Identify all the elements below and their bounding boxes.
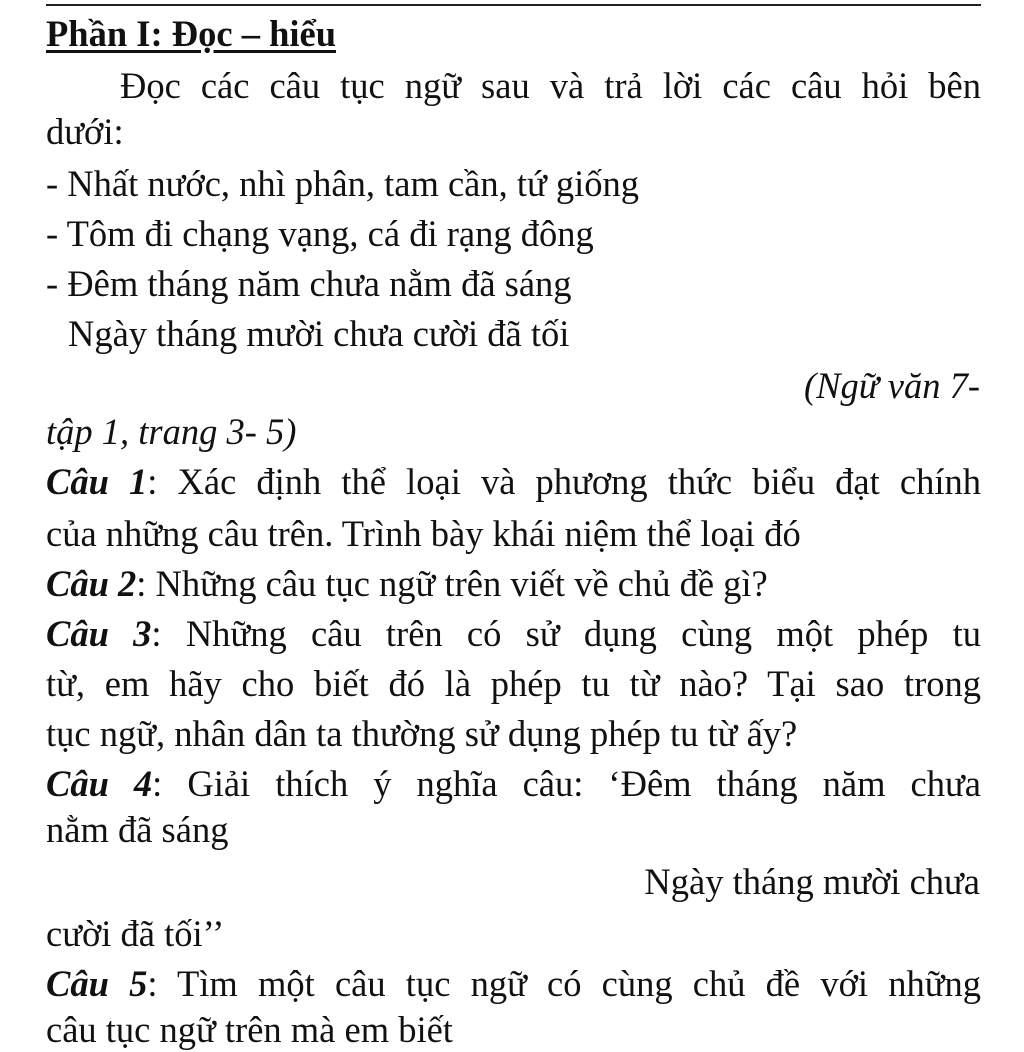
question-2-text: : Những câu tục ngữ trên viết về chủ đề gì? — [136, 563, 768, 604]
question-5-label: Câu 5 — [46, 963, 148, 1004]
question-5-line-2: câu tục ngữ trên mà em biết — [46, 1009, 453, 1050]
proverb-3-continued: Ngày tháng mười chưa cười đã tối — [68, 313, 570, 354]
question-4-line-3: Ngày tháng mười chưa — [644, 861, 980, 902]
source-line-2: tập 1, trang 3- 5) — [46, 411, 297, 452]
question-4 — [46, 762, 981, 806]
question-1-line-2: của những câu trên. Trình bày khái niệm thể loại đó — [46, 513, 801, 554]
question-2 — [46, 562, 768, 606]
question-5-text: : Tìm một câu tục ngữ có cùng chủ đề với những — [147, 963, 981, 1004]
question-1-label: Câu 1 — [46, 461, 148, 502]
proverb-3: - Đêm tháng năm chưa nằm đã sáng — [46, 263, 572, 304]
question-5 — [46, 962, 981, 1006]
question-2-label: Câu 2 — [46, 563, 137, 604]
question-3-line-3: tục ngữ, nhân dân ta thường sử dụng phép tu từ ấy? — [46, 713, 798, 754]
question-4-label: Câu 4 — [46, 763, 153, 804]
question-3 — [46, 612, 981, 656]
top-rule — [46, 4, 981, 6]
intro-line-1: Đọc các câu tục ngữ sau và trả lời các câu hỏi bên — [120, 65, 981, 106]
section-title: Phần I: Đọc – hiểu — [46, 13, 337, 54]
proverb-2: - Tôm đi chạng vạng, cá đi rạng đông — [46, 213, 594, 254]
question-1 — [46, 460, 981, 504]
question-3-label: Câu 3 — [46, 613, 152, 654]
proverb-1: - Nhất nước, nhì phân, tam cần, tứ giống — [46, 163, 640, 204]
question-3-text: : Những câu trên có sử dụng cùng một phép tu — [151, 613, 981, 654]
question-4-line-4: cười đã tối’’ — [46, 913, 225, 954]
question-1-text: : Xác định thể loại và phương thức biểu đạt chính — [147, 461, 981, 502]
question-4-text: : Giải thích ý nghĩa câu: ‘Đêm tháng năm chưa — [152, 763, 981, 804]
question-4-line-2: nằm đã sáng — [46, 809, 229, 850]
intro-line-2: dưới: — [46, 111, 124, 152]
source-line-1: (Ngữ văn 7- — [803, 365, 980, 406]
question-3-line-2: từ, em hãy cho biết đó là phép tu từ nào? Tại sao trong — [46, 663, 981, 704]
